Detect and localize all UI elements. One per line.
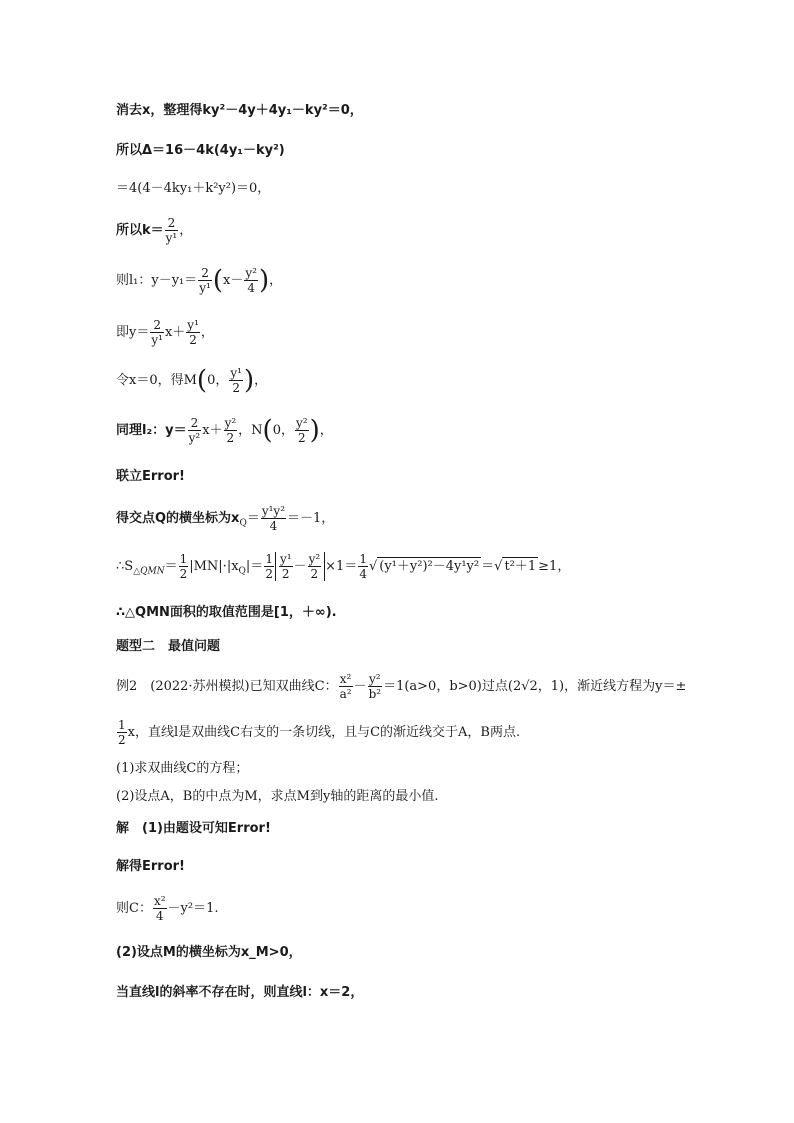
line-text: ∴△QMN面积的取值范围是[1，＋∞). (116, 605, 337, 620)
text-line (116, 468, 185, 486)
line-text: 所以Δ＝16－4k(4y₁－ky²) (116, 143, 285, 158)
numerator: y² (308, 552, 321, 566)
fraction (150, 318, 164, 347)
subscript: Q (239, 518, 247, 529)
sqrt-sign: √ (368, 559, 378, 574)
line-text: (2)设点A，B的中点为M，求点M到y轴的距离的最小值. (116, 789, 439, 804)
left-paren: ( (262, 415, 273, 446)
numerator: 2 (153, 318, 161, 332)
fraction (117, 718, 127, 747)
numerator: y¹ (230, 366, 242, 380)
line-text: (1)求双曲线C的方程； (116, 761, 249, 776)
text-line (116, 638, 220, 656)
right-paren: ) (243, 365, 255, 396)
line-text: ＝4(4－4ky₁＋k²y²)＝0， (116, 181, 271, 196)
numerator: y² (224, 416, 237, 430)
line-text: － (293, 559, 307, 574)
text-line (116, 266, 282, 295)
denominator: a² (339, 687, 352, 701)
fraction (153, 894, 167, 923)
sqrt-content: t²＋1 (504, 559, 537, 574)
text-line (116, 318, 214, 347)
line-text: 得交点Q的横坐标为x (116, 511, 240, 526)
line-text: 解得Error! (116, 859, 185, 874)
fraction (295, 416, 309, 445)
line-text: ， (179, 223, 193, 238)
denominator: 4 (244, 280, 258, 295)
text-line (116, 944, 302, 962)
denominator: 4 (153, 908, 167, 923)
line-text: ， (254, 373, 268, 388)
numerator: x² (339, 672, 352, 686)
fraction (165, 216, 179, 245)
denominator: y¹ (151, 333, 163, 347)
right-paren: ) (258, 265, 270, 296)
numerator: 2 (190, 416, 199, 430)
line-text: x－ (223, 273, 244, 288)
fraction (244, 266, 258, 295)
line-text: ， (200, 325, 214, 340)
text-line (116, 552, 570, 581)
denominator: 4 (359, 567, 367, 581)
line-text: ＝ (481, 559, 495, 574)
numerator: 1 (118, 718, 126, 732)
line-text: x＋ (202, 423, 223, 438)
denominator: 2 (224, 430, 238, 445)
line-text: ×1＝ (325, 559, 358, 574)
numerator: y¹y² (261, 504, 286, 518)
numerator: 1 (265, 552, 273, 566)
line-text: ＝1(a>0，b>0)过点(2√2，1)，渐近线方程为y＝± (383, 679, 687, 694)
text-line (116, 504, 334, 533)
line-text: 令x＝0，得M (116, 373, 197, 388)
numerator: x² (153, 894, 166, 908)
line-text: x，直线l是双曲线C右支的一条切线，且与C的渐近线交于A，B两点. (127, 725, 521, 740)
text-line (116, 604, 337, 622)
line-text: ≥1， (538, 559, 571, 574)
numerator: 2 (167, 216, 176, 230)
line-text: |MN|·|x (189, 559, 239, 574)
absolute-value (275, 552, 325, 581)
text-line (116, 416, 333, 445)
line-text: 所以k＝ (116, 223, 164, 238)
text-line (116, 788, 438, 806)
numerator: y² (245, 266, 257, 280)
fraction (229, 366, 243, 395)
text-line (116, 984, 363, 1002)
line-text: 消去x，整理得ky²－4y＋4y₁－ky²＝0， (116, 103, 363, 118)
denominator: 2 (186, 332, 200, 347)
numerator: 1 (359, 552, 367, 566)
line-text: ＝ (246, 511, 260, 526)
denominator: 2 (279, 566, 293, 581)
text-line (116, 102, 363, 120)
denominator: 4 (261, 518, 286, 533)
numerator: y² (295, 416, 308, 430)
numerator: y¹ (279, 552, 292, 566)
line-text: ＝－1， (287, 511, 335, 526)
subscript: △QMN (133, 566, 165, 577)
numerator: y¹ (187, 318, 199, 332)
line-text: |＝ (245, 559, 264, 574)
numerator: 2 (201, 266, 209, 280)
text-line (116, 366, 267, 395)
denominator: 2 (265, 567, 273, 581)
line-text: ∴S (116, 559, 134, 574)
fraction (224, 416, 238, 445)
line-text: x＋ (164, 325, 186, 340)
line-text: 0， (207, 373, 229, 388)
line-text: 则l₁：y－y₁＝ (116, 273, 198, 288)
denominator: b² (368, 687, 382, 701)
text-line (116, 216, 192, 245)
text-line (116, 672, 686, 701)
line-text: 例2 (2022·苏州模拟)已知双曲线C： (116, 679, 338, 694)
fraction (339, 672, 353, 701)
denominator: 2 (295, 430, 309, 445)
fraction (179, 552, 189, 581)
text-line (116, 820, 271, 838)
line-text: －y²＝1. (167, 901, 219, 916)
denominator: 2 (308, 566, 322, 581)
fraction (186, 318, 200, 347)
numerator: 1 (179, 552, 188, 566)
line-text: 0， (272, 423, 294, 438)
left-paren: ( (196, 365, 208, 396)
line-text: ，N (238, 423, 263, 438)
line-text: ＝ (164, 559, 178, 574)
line-text: 联立Error! (116, 469, 185, 484)
text-line (116, 760, 248, 778)
text-line (116, 142, 285, 160)
fraction (198, 266, 212, 295)
denominator: y² (188, 431, 201, 445)
fraction (261, 504, 286, 533)
denominator: 2 (118, 733, 126, 747)
denominator: 2 (229, 380, 243, 395)
numerator: y² (369, 672, 381, 686)
line-text: ， (269, 273, 283, 288)
subscript: Q (238, 566, 246, 577)
section-heading: 题型二 最值问题 (116, 639, 221, 654)
fraction (308, 552, 322, 581)
sqrt-sign: √ (494, 559, 503, 574)
fraction (368, 672, 383, 701)
text-line (116, 180, 270, 198)
line-text: 解 (1)由题设可知Error! (116, 821, 271, 836)
line-text: － (353, 679, 367, 694)
line-text: 则C： (116, 901, 152, 916)
text-line (116, 718, 520, 747)
fraction (279, 552, 293, 581)
line-text: 当直线l的斜率不存在时，则直线l：x＝2， (116, 985, 364, 1000)
line-text: 同理l₂：y＝ (116, 423, 187, 438)
denominator: y¹ (199, 281, 211, 295)
fraction (358, 552, 368, 581)
left-paren: ( (212, 265, 224, 296)
sqrt-content: (y¹＋y²)²－4y¹y² (379, 559, 480, 574)
line-text: 即y＝ (116, 325, 150, 340)
right-paren: ) (309, 415, 320, 446)
denominator: y¹ (165, 231, 178, 245)
line-text: (2)设点M的横坐标为x_M>0， (116, 945, 302, 960)
denominator: 2 (179, 567, 188, 581)
text-line (116, 894, 219, 923)
text-line (116, 858, 185, 876)
fraction (188, 416, 202, 445)
fraction (264, 552, 274, 581)
line-text: ， (319, 423, 333, 438)
